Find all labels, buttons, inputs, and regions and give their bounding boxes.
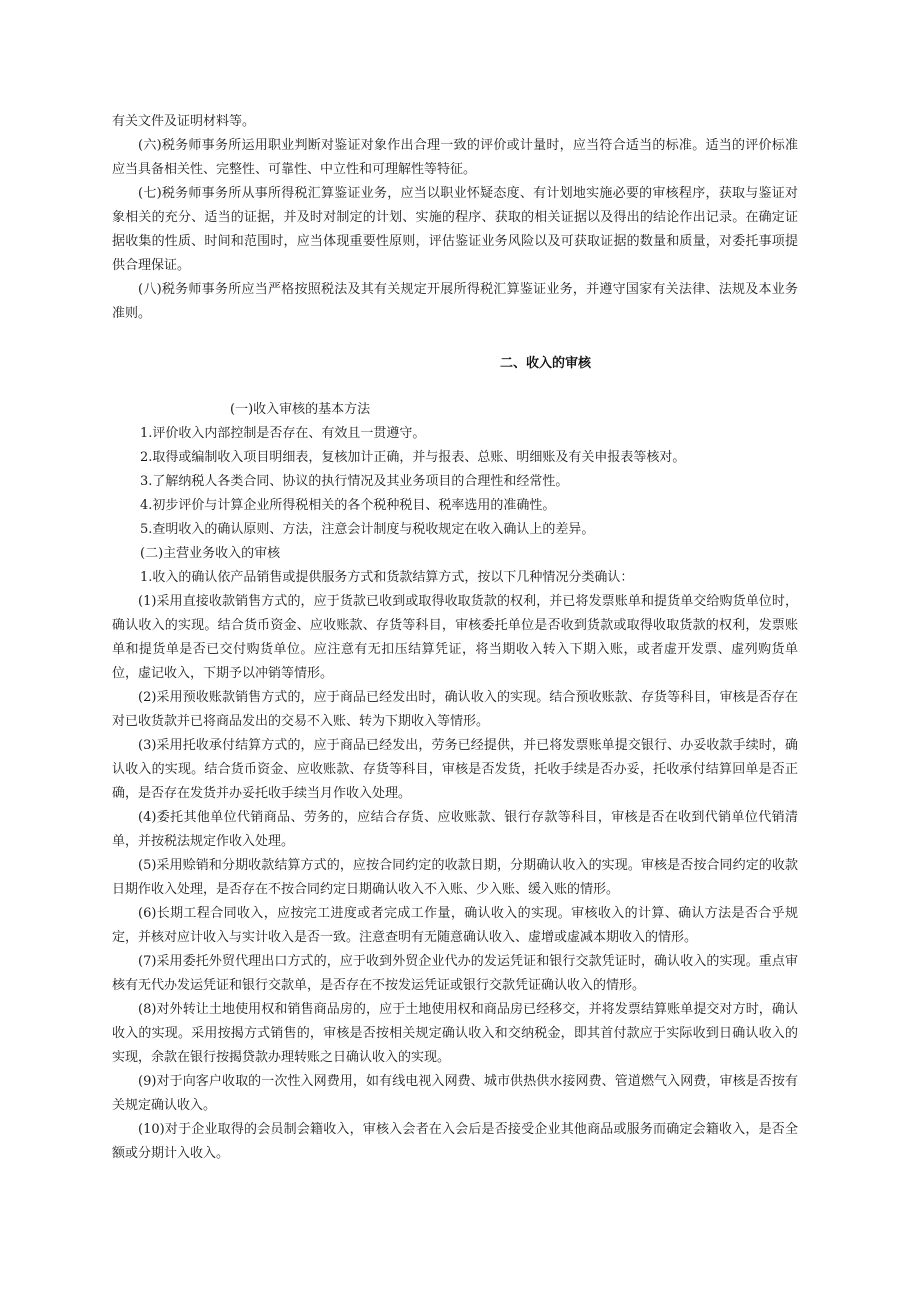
list-item: 3.了解纳税人各类合同、协议的执行情况及其业务项目的合理性和经常性。 [140,474,569,489]
subsection-2-intro: 1.收入的确认依产品销售或提供服务方式和货款结算方式，按以下几种情况分类确认： [140,570,634,585]
paragraph-method-8: (8)对外转让土地使用权和销售商品房的，应于土地使用权和商品房已经移交，并将发票结算账单提交对方时，确认收入的实现。采用按揭方式销售的，审核是否按相关规定确认收入和交纳税金，即其首付款应于实际收到日确认收入的实现，余款在银行按揭贷款办理转账之日确认收入的实现。 [112,1002,798,1065]
paragraph-method-5: (5)采用赊销和分期收款结算方式的，应按合同约定的收款日期，分期确认收入的实现。审核是否按合同约定的收款日期作收入处理，是否存在不按合同约定日期确认收入不入账、少入账、缓入账的情形。 [112,858,798,897]
paragraph-method-9: (9)对于向客户收取的一次性入网费用，如有线电视入网费、城市供热供水接网费、管道燃气入网费，审核是否按有关规定确认收入。 [112,1074,798,1113]
subsection-1-title: (一)收入审核的基本方法 [230,402,371,417]
paragraph-method-7: (7)采用委托外贸代理出口方式的，应于收到外贸企业代办的发运凭证和银行交款凭证时，确认收入的实现。重点审核有无代办发运凭证和银行交款单，是否存在不按发运凭证或银行交款凭证确认收入的情形。 [112,954,798,993]
paragraph-method-4: (4)委托其他单位代销商品、劳务的，应结合存货、应收账款、银行存款等科目，审核是否在收到代销单位代销清单，并按税法规定作收入处理。 [112,810,798,849]
paragraph-method-1: (1)采用直接收款销售方式的，应于货款已收到或取得收取货款的权利，并已将发票账单和提货单交给购货单位时，确认收入的实现。结合货币资金、应收账款、存货等科目，审核委托单位是否收到货款或取得收取货款的权利，发票账单和提货单是否已交付购货单位。应注意有无扣压结算凭证，将当期收入转入下期入账，或者虚开发票、虚列购货单位，虚记收入，下期予以冲销等情形。 [112,594,798,681]
paragraph-method-3: (3)采用托收承付结算方式的，应于商品已经发出，劳务已经提供，并已将发票账单提交银行、办妥收款手续时，确认收入的实现。结合货币资金、应收账款、存货等科目，审核是否发货，托收手续是否办妥，托收承付结算回单是否正确，是否存在发货并办妥托收手续当月作收入处理。 [112,738,798,801]
paragraph-item-6: (六)税务师事务所运用职业判断对鉴证对象作出合理一致的评价或计量时，应当符合适当的标准。适当的评价标准应当具备相关性、完整性、可靠性、中立性和可理解性等特征。 [112,138,798,177]
subsection-2-title: (二)主营业务收入的审核 [140,546,281,561]
paragraph-method-6: (6)长期工程合同收入，应按完工进度或者完成工作量，确认收入的实现。审核收入的计算、确认方法是否合乎规定，并核对应计收入与实计收入是否一致。注意查明有无随意确认收入、虚增或虚减本期收入的情形。 [112,906,798,945]
paragraph-method-2: (2)采用预收账款销售方式的，应于商品已经发出时，确认收入的实现。结合预收账款、存货等科目，审核是否存在对已收货款并已将商品发出的交易不入账、转为下期收入等情形。 [112,690,798,729]
paragraph-method-10: (10)对于企业取得的会员制会籍收入，审核入会者在入会后是否接受企业其他商品或服务而确定会籍收入，是否全额或分期计入收入。 [112,1122,798,1161]
list-item: 2.取得或编制收入项目明细表，复核加计正确，并与报表、总账、明细账及有关申报表等核对。 [140,450,686,465]
paragraph-continuation: 有关文件及证明材料等。 [112,114,256,129]
list-item: 4.初步评价与计算企业所得税相关的各个税种税目、税率选用的准确性。 [140,498,556,513]
paragraph-item-7: (七)税务师事务所从事所得税汇算鉴证业务，应当以职业怀疑态度、有计划地实施必要的审核程序，获取与鉴证对象相关的充分、适当的证据，并及时对制定的计划、实施的程序、获取的相关证据以及得出的结论作出记录。在确定证据收集的性质、时间和范围时，应当体现重要性原则，评估鉴证业务风险以及可获取证据的数量和质量，对委托事项提供合理保证。 [112,186,798,273]
list-item: 1.评价收入内部控制是否存在、有效且一贯遵守。 [140,426,426,441]
section-title: 二、收入的审核 [500,356,592,371]
list-item: 5.查明收入的确认原则、方法，注意会计制度与税收规定在收入确认上的差异。 [140,522,595,537]
document-page [112,110,798,1166]
paragraph-item-8: (八)税务师事务所应当严格按照税法及其有关规定开展所得税汇算鉴证业务，并遵守国家有关法律、法规及本业务准则。 [112,282,798,321]
